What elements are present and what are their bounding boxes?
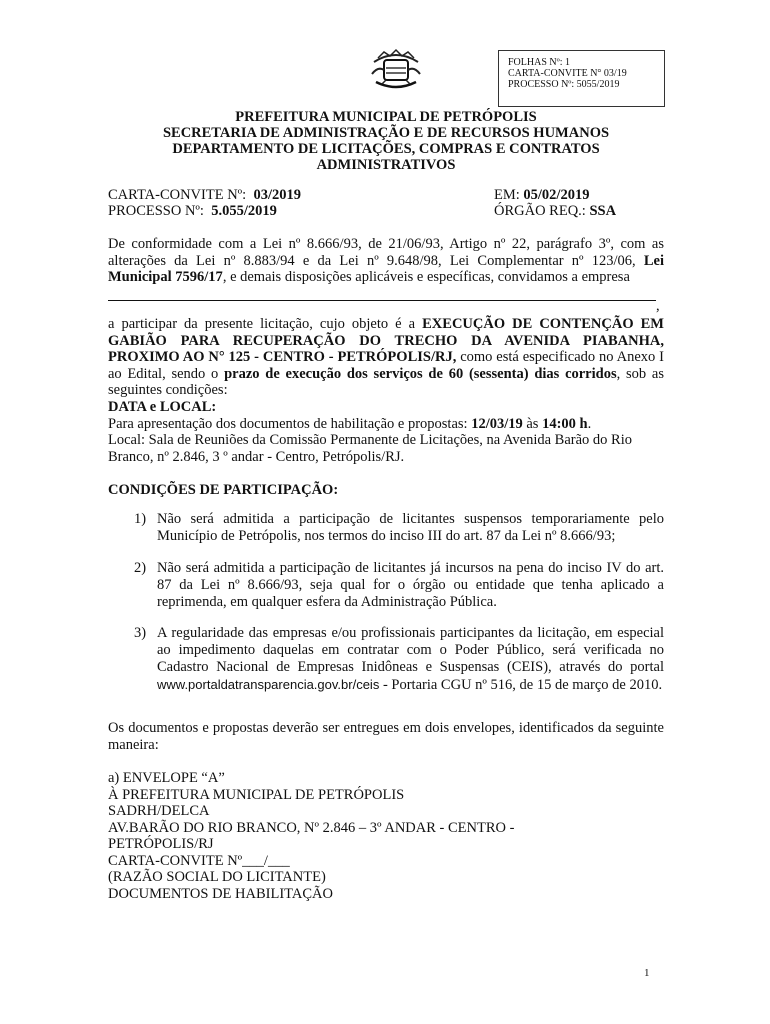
orgao-label: ÓRGÃO REQ.: — [494, 203, 586, 219]
data-local-text-1: Para apresentação dos documentos de habilitação e propostas: — [108, 415, 472, 432]
page-number: 1 — [644, 967, 650, 979]
meta-row-carta — [108, 187, 664, 203]
heading-line-2: SECRETARIA DE ADMINISTRAÇÃO E DE RECURSOS HUMANOS — [162, 125, 610, 141]
intro-law-bold: Lei Municipal 7596/17 — [108, 252, 664, 285]
opening-date: 12/03/19 — [471, 415, 523, 432]
carta-label: CARTA-CONVITE Nº: — [108, 187, 247, 203]
em-value: 05/02/2019 — [523, 187, 590, 203]
envelope-a-title: a) ENVELOPE “A” — [108, 770, 225, 786]
em-label: EM: — [494, 187, 520, 203]
meta-row-processo — [108, 203, 664, 219]
object-bold-2: prazo de execução dos serviços de 60 (sessenta) dias corridos — [224, 365, 617, 382]
stamp-processo: PROCESSO Nº: 5055/2019 — [508, 79, 620, 90]
stamp-folhas: FOLHAS Nº: 1 — [508, 57, 570, 68]
condition-text: Não será admitida a participação de licitantes suspensos temporariamente pelo Município de Petrópolis, nos termos do inciso III do art. 87 da Lei nº 8.666/93; — [157, 511, 664, 544]
portal-transparencia-link[interactable]: www.portaldatransparencia.gov.br/ceis — [157, 677, 380, 692]
object-paragraph — [108, 316, 664, 399]
folhas-stamp-box — [498, 50, 665, 107]
document-heading — [108, 109, 664, 173]
intro-text-2: , e demais disposições aplicáveis e específicas, convidamos a empresa — [222, 269, 630, 285]
local-text: Local: Sala de Reuniões da Comissão Permanente de Licitações, na Avenida Barão do Rio Branco, nº 2.846, 3 º andar - Centro, Petrópolis/RJ. — [108, 432, 632, 465]
envelope-a-line: DOCUMENTOS DE HABILITAÇÃO — [108, 885, 333, 902]
envelope-a-line: CARTA-CONVITE Nº___/___ — [108, 852, 290, 869]
condition-text-part: - Portaria CGU nº 516, de 15 de março de 2010. — [379, 677, 663, 693]
data-local-title: DATA e LOCAL: — [108, 399, 217, 415]
data-local-text-3: . — [587, 415, 592, 432]
object-text-2: como está especificado no Anexo I ao Edital, sendo o — [108, 349, 664, 382]
heading-line-4: ADMINISTRATIVOS — [316, 157, 456, 173]
heading-line-1: PREFEITURA MUNICIPAL DE PETRÓPOLIS — [235, 109, 537, 125]
envelope-a-line: AV.BARÃO DO RIO BRANCO, Nº 2.846 – 3º ANDAR - CENTRO - — [108, 819, 515, 836]
stamp-carta: CARTA-CONVITE N° 03/19 — [508, 68, 627, 79]
object-bold-1: EXECUÇÃO DE CONTENÇÃO EM GABIÃO PARA RECUPERAÇÃO DO TRECHO DA AVENIDA PIABANHA, PROXIMO AO N° 125 - CENTRO - PETRÓPOLIS/RJ, — [108, 316, 664, 365]
envelope-a-line: (RAZÃO SOCIAL DO LICITANTE) — [108, 869, 326, 885]
heading-line-3: DEPARTAMENTO DE LICITAÇÕES, COMPRAS E CONTRATOS — [172, 141, 600, 157]
condition-number: 2) — [134, 560, 147, 576]
processo-value: 5.055/2019 — [211, 203, 277, 219]
object-text-3: , sob as seguintes condições: — [108, 365, 664, 398]
blank-line-comma: , — [656, 298, 660, 314]
envelope-a-line: À PREFEITURA MUNICIPAL DE PETRÓPOLIS — [108, 786, 405, 803]
opening-time: 14:00 h — [542, 415, 588, 432]
condition-text — [157, 625, 664, 694]
intro-text-1: De conformidade com a Lei nº 8.666/93, de 21/06/93, Artigo nº 22, parágrafo 3º, com as alterações da Lei nº 8.883/94 e da Lei nº 9.648/98, Lei Complementar nº 123/06, — [108, 236, 664, 269]
data-local-text-2: às — [522, 415, 543, 432]
envelope-a-block — [108, 770, 664, 902]
data-local-section — [108, 399, 664, 465]
municipal-crest-icon — [370, 46, 422, 90]
envelopes-intro: Os documentos e propostas deverão ser entregues em dois envelopes, identificados da seguinte maneira: — [108, 720, 664, 753]
carta-value: 03/2019 — [253, 187, 301, 203]
conditions-heading: CONDIÇÕES DE PARTICIPAÇÃO: — [108, 482, 339, 498]
condition-number: 3) — [134, 625, 147, 641]
orgao-value: SSA — [589, 203, 617, 219]
object-text-1: a participar da presente licitação, cujo objeto é a — [108, 316, 423, 332]
envelope-a-line: PETRÓPOLIS/RJ — [108, 836, 214, 852]
orgao-req — [494, 203, 616, 219]
condition-text-part: A regularidade das empresas e/ou profissionais participantes da licitação, em especial ao impedimento daquelas em contratar com o Poder Público, será verificada no Cadastro Nacional de Empresas Inidôneas e Suspensas (CEIS), através do portal — [157, 625, 664, 675]
data-local-line — [108, 416, 664, 433]
company-name-blank-line — [108, 300, 656, 301]
conditions-title — [108, 482, 664, 499]
condition-number: 1) — [134, 511, 147, 527]
processo-label: PROCESSO Nº: — [108, 203, 204, 219]
condition-text: Não será admitida a participação de licitantes já incursos na pena do inciso IV do art. 87 da Lei nº 8.666/93, seja qual for o órgão ou entidade que tenha aplicado a reprimenda, em qualquer esfera da Administração Pública. — [157, 560, 664, 610]
em-date — [494, 187, 589, 203]
intro-paragraph — [108, 236, 664, 286]
envelope-a-line: SADRH/DELCA — [108, 803, 210, 819]
